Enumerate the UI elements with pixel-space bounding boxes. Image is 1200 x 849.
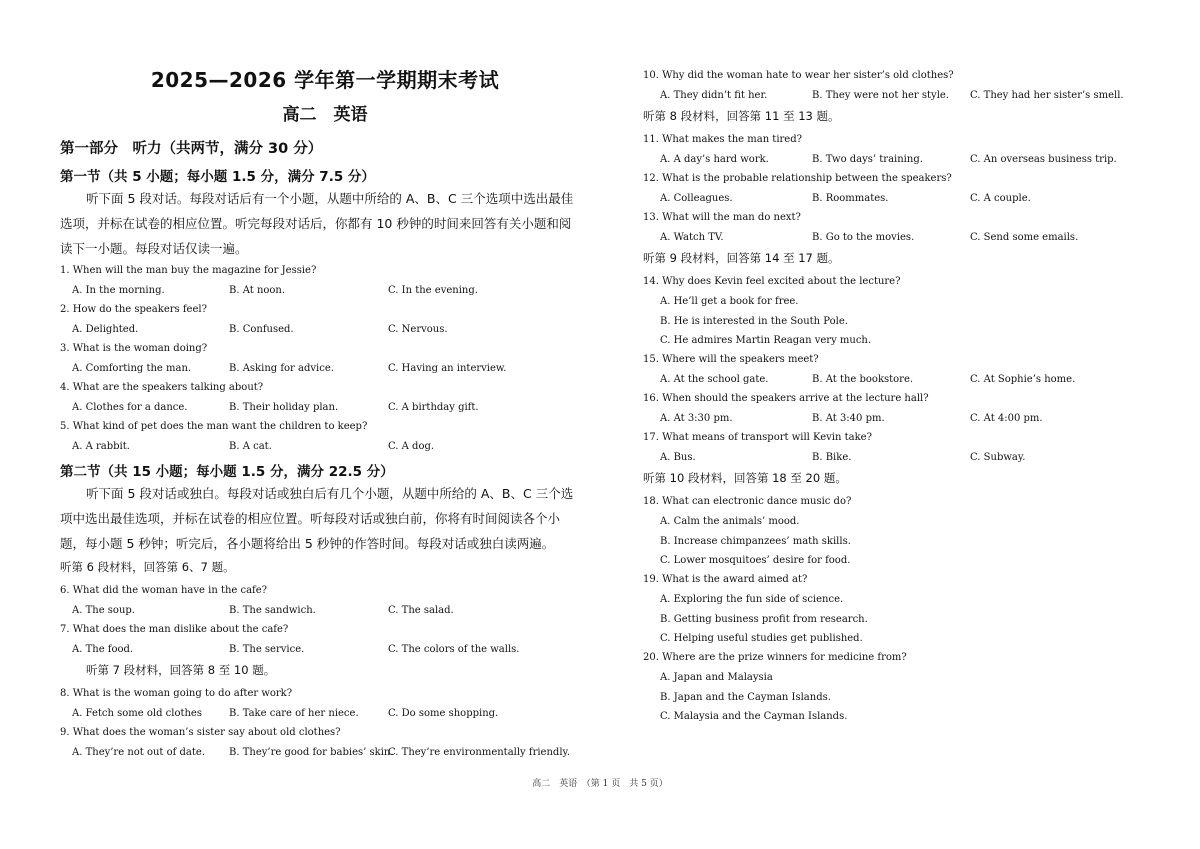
option: B. Two days’ training. [812,154,923,165]
option: C. A couple. [970,193,1031,204]
question: 8. What is the woman going to do after work? [60,688,293,699]
option: B. At noon. [229,285,286,296]
grade-subject: 高二 英语 [282,105,368,125]
option: B. Confused. [229,324,294,335]
page-footer: 高二 英语 （第 1 页 共 5 页） [532,779,668,789]
option: B. He is interested in the South Pole. [660,316,848,327]
question: 17. What means of transport will Kevin take? [643,432,872,443]
option: A. Exploring the fun side of science. [660,594,844,605]
option: C. At Sophie’s home. [970,374,1076,385]
option: C. The salad. [388,605,454,616]
option: C. The colors of the walls. [388,644,520,655]
option: A. Bus. [660,452,696,463]
option: A. Fetch some old clothes [72,708,202,719]
option: A. Calm the animals’ mood. [660,516,800,527]
option: C. In the evening. [388,285,478,296]
option: C. They’re environmentally friendly. [388,747,571,758]
option: C. A birthday gift. [388,402,479,413]
option: A. They’re not out of date. [72,747,206,758]
option: C. At 4:00 pm. [970,413,1043,424]
option: A. Comforting the man. [72,363,192,374]
option: C. They had her sister’s smell. [970,90,1124,101]
material-note: 听第 9 段材料，回答第 14 至 17 题。 [643,251,840,265]
question: 12. What is the probable relationship between the speakers? [643,173,952,184]
option: C. Subway. [970,452,1026,463]
question: 13. What will the man do next? [643,212,801,223]
section-two-instructions: 听下面 5 段对话或独白。每段对话或独白后有几个小题，从题中所给的 A、B、C 三个选项中选出最佳选项，并标在试卷的相应位置。听每段对话或独白前，你将有时间阅读各个小题，每小题 5 秒钟；听完后，各小题将给出 5 秒钟的作答时间。每段对话或独白读两遍。 [60,486,574,551]
option: B. Go to the movies. [812,232,915,243]
option: B. Their holiday plan. [229,402,339,413]
question: 18. What can electronic dance music do? [643,496,852,507]
option: B. Increase chimpanzees’ math skills. [660,536,851,547]
option: B. Asking for advice. [229,363,334,374]
option: C. Send some emails. [970,232,1079,243]
option: B. The sandwich. [229,605,316,616]
option: A. At the school gate. [660,374,769,385]
option: A. In the morning. [72,285,165,296]
option: A. The food. [72,644,134,655]
section-two-heading: 第二节（共 15 小题；每小题 1.5 分，满分 22.5 分） [60,464,394,480]
material-note: 听第 7 段材料，回答第 8 至 10 题。 [86,663,276,677]
question: 15. Where will the speakers meet? [643,354,819,365]
option: B. The service. [229,644,305,655]
material-note: 听第 10 段材料，回答第 18 至 20 题。 [643,471,847,485]
option: B. A cat. [229,441,272,452]
question: 3. What is the woman doing? [60,343,208,354]
option: A. Delighted. [72,324,139,335]
option: C. Lower mosquitoes’ desire for food. [660,555,851,566]
question: 2. How do the speakers feel? [60,304,207,315]
question: 1. When will the man buy the magazine for Jessie? [60,265,317,276]
question: 16. When should the speakers arrive at the lecture hall? [643,393,929,404]
option: C. Helping useful studies get published. [660,633,863,644]
option: B. At 3:40 pm. [812,413,885,424]
option: C. Having an interview. [388,363,507,374]
option: C. Nervous. [388,324,448,335]
material-note: 听第 6 段材料，回答第 6、7 题。 [60,560,235,574]
option: C. A dog. [388,441,435,452]
question: 11. What makes the man tired? [643,134,802,145]
exam-title: 2025—2026 学年第一学期期末考试 [150,68,500,92]
option: A. Japan and Malaysia [660,672,773,683]
material-note: 听第 8 段材料，回答第 11 至 13 题。 [643,109,840,123]
question: 20. Where are the prize winners for medicine from? [643,652,907,663]
option: B. They were not her style. [812,90,949,101]
option: B. Japan and the Cayman Islands. [660,692,831,703]
question: 19. What is the award aimed at? [643,574,808,585]
question: 4. What are the speakers talking about? [60,382,264,393]
question: 5. What kind of pet does the man want the children to keep? [60,421,368,432]
option: A. Colleagues. [660,193,733,204]
option: B. Bike. [812,452,852,463]
option: A. At 3:30 pm. [660,413,733,424]
option: A. The soup. [72,605,135,616]
question: 6. What did the woman have in the cafe? [60,585,268,596]
option: B. Roommates. [812,193,889,204]
option: A. A rabbit. [72,441,130,452]
question: 7. What does the man dislike about the cafe? [60,624,289,635]
question: 10. Why did the woman hate to wear her sister’s old clothes? [643,70,954,81]
question: 9. What does the woman’s sister say about old clothes? [60,727,341,738]
option: C. An overseas business trip. [970,154,1117,165]
section-one-instructions: 听下面 5 段对话。每段对话后有一个小题，从题中所给的 A、B、C 三个选项中选出最佳选项，并标在试卷的相应位置。听完每段对话后，你都有 10 秒钟的时间来回答有关小题和阅读下一小题。每段对话仅读一遍。 [60,191,574,256]
option: C. He admires Martin Reagan very much. [660,335,872,346]
option: B. Getting business profit from research. [660,614,868,625]
option: A. Watch TV. [660,232,724,243]
option: C. Malaysia and the Cayman Islands. [660,711,848,722]
option: A. He’ll get a book for free. [660,296,799,307]
option: B. Take care of her niece. [229,708,359,719]
part-one-heading: 第一部分 听力（共两节，满分 30 分） [60,141,323,157]
option: A. A day’s hard work. [660,154,769,165]
option: A. Clothes for a dance. [72,402,188,413]
question: 14. Why does Kevin feel excited about the lecture? [643,276,901,287]
section-one-heading: 第一节（共 5 小题；每小题 1.5 分，满分 7.5 分） [60,169,375,185]
option: B. They’re good for babies’ skin. [229,747,394,758]
option: C. Do some shopping. [388,708,499,719]
option: B. At the bookstore. [812,374,914,385]
option: A. They didn’t fit her. [660,90,768,101]
